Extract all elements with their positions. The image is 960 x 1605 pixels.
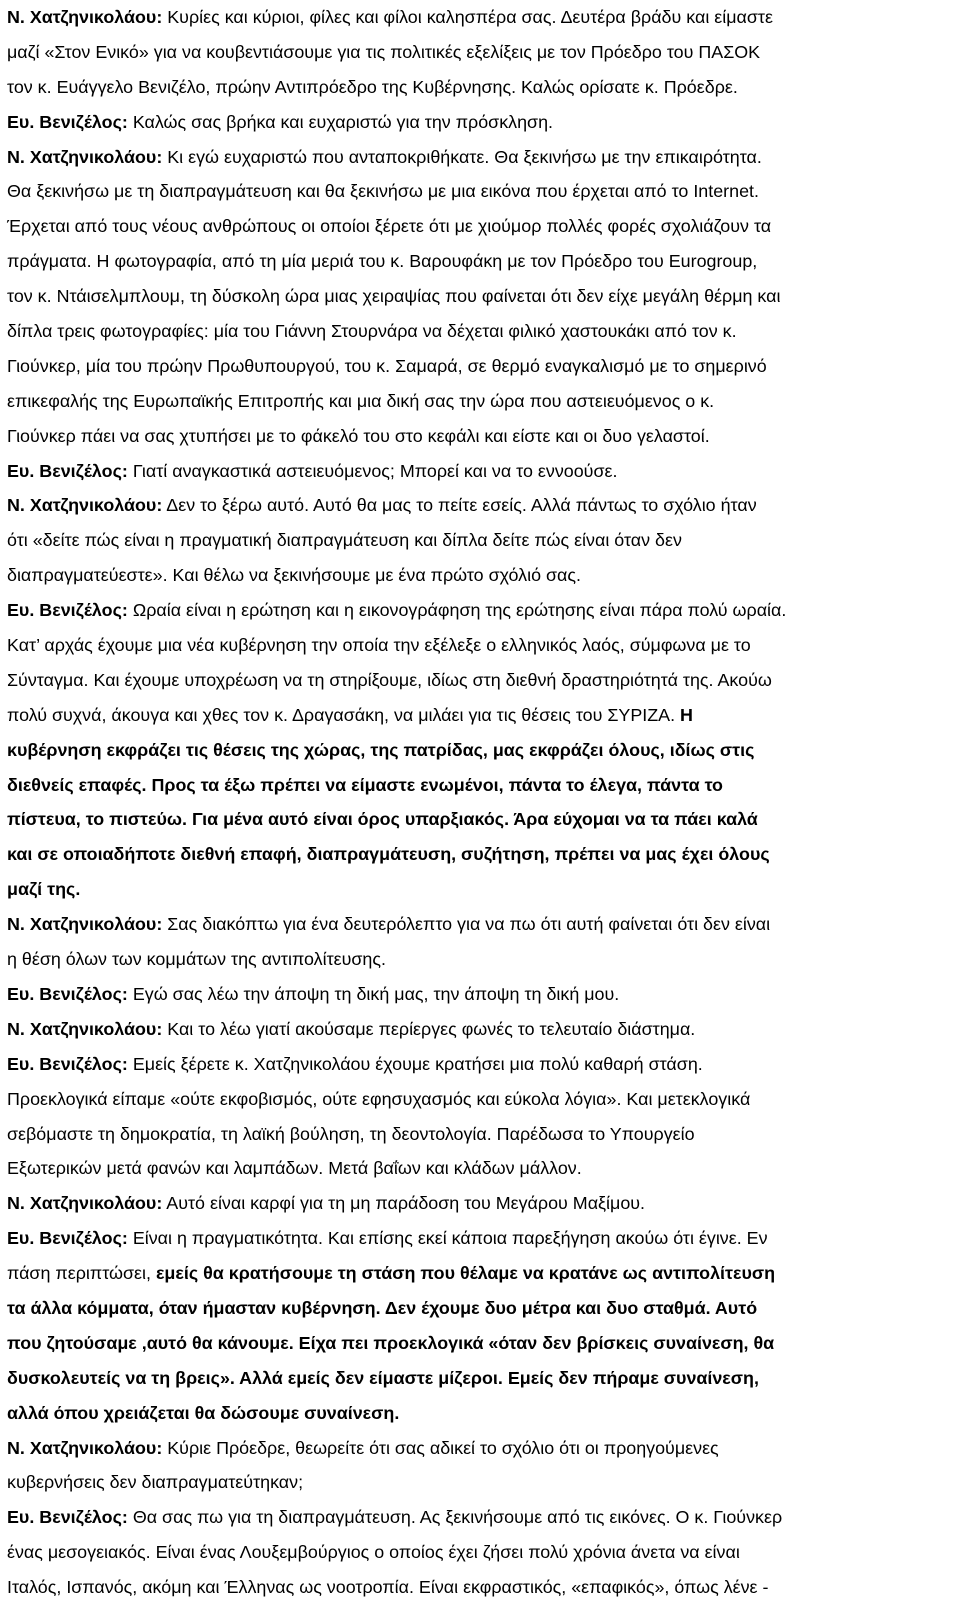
text-run: πράγματα. Η φωτογραφία, από τη μία μεριά του κ. Βαρουφάκη με τον Πρόεδρο του Eurogroup, xyxy=(7,251,758,272)
text-line xyxy=(7,244,947,279)
text-line xyxy=(7,1186,947,1221)
text-line xyxy=(7,0,947,35)
bold-text-run: Ν. Χατζηνικολάου: xyxy=(7,7,163,27)
text-line xyxy=(7,837,947,872)
text-run: Κι εγώ ευχαριστώ που ανταποκριθήκατε. Θα ξεκινήσω με την επικαιρότητα. xyxy=(162,146,762,167)
text-run: διαπραγματεύεστε». Και θέλω να ξεκινήσουμε με ένα πρώτο σχόλιό σας. xyxy=(7,565,581,586)
text-run: η θέση όλων των κομμάτων της αντιπολίτευσης. xyxy=(7,949,386,970)
bold-text-run: Ευ. Βενιζέλος: xyxy=(7,983,128,1004)
bold-text-run: Η xyxy=(680,704,693,725)
text-line xyxy=(7,1326,947,1361)
text-run: Ωραία είναι η ερώτηση και η εικονογράφηση της ερώτησης είναι πάρα πολύ ωραία. xyxy=(127,600,787,621)
text-line xyxy=(7,1291,947,1326)
text-line xyxy=(7,1361,947,1396)
text-run: Κυρίες και κύριοι, φίλες και φίλοι καλησπέρα σας. Δευτέρα βράδυ και είμαστε xyxy=(162,7,773,27)
text-line xyxy=(7,663,947,698)
bold-text-run: Ευ. Βενιζέλος: xyxy=(7,600,128,621)
bold-text-run: Ευ. Βενιζέλος: xyxy=(7,1507,128,1528)
text-run: τον κ. Ευάγγελο Βενιζέλο, πρώην Αντιπρόεδρο της Κυβέρνησης. Καλώς ορίσατε κ. Πρόεδρε. xyxy=(7,76,738,97)
text-run: Γιατί αναγκαστικά αστειευόμενος; Μπορεί και να το εννοούσε. xyxy=(127,460,618,481)
text-line xyxy=(7,628,947,663)
text-run: Κατ’ αρχάς έχουμε μια νέα κυβέρνηση την οποία την εξέλεξε ο ελληνικός λαός, σύμφωνα με το xyxy=(7,635,751,656)
text-line xyxy=(7,1570,947,1605)
bold-text-run: δυσκολευτείς να τη βρεις». Αλλά εμείς δεν είμαστε μίζεροι. Εμείς δεν πήραμε συναίνεση, xyxy=(7,1367,759,1388)
text-run: ότι «δείτε πώς είναι η πραγματική διαπραγμάτευση και δίπλα δείτε πώς είναι όταν δεν xyxy=(7,530,682,551)
text-run: Και το λέω γιατί ακούσαμε περίεργες φωνές το τελευταίο διάστημα. xyxy=(162,1018,696,1039)
text-line xyxy=(7,488,947,523)
text-line xyxy=(7,1117,947,1152)
text-line xyxy=(7,1047,947,1082)
text-line xyxy=(7,733,947,768)
text-run: τον κ. Ντάισελμπλουμ, τη δύσκολη ώρα μιας χειραψίας που φαίνεται ότι δεν είχε μεγάλη θέρμη και xyxy=(7,286,781,307)
text-run: δίπλα τρεις φωτογραφίες: μία του Γιάννη Στουρνάρα να δέχεται φιλικό χαστουκάκι από τον κ. xyxy=(7,321,737,342)
text-run: Δεν το ξέρω αυτό. Αυτό θα μας το πείτε εσείς. Αλλά πάντως το σχόλιο ήταν xyxy=(162,495,757,516)
bold-text-run: τα άλλα κόμματα, όταν ήμασταν κυβέρνηση. Δεν έχουμε δυο μέτρα και δυο σταθμά. Αυτό xyxy=(7,1297,758,1318)
text-run: Σας διακόπτω για ένα δευτερόλεπτο για να πω ότι αυτή φαίνεται ότι δεν είναι xyxy=(162,914,771,935)
text-run: Ιταλός, Ισπανός, ακόμη και Έλληνας ως νοοτροπία. Είναι εκφραστικός, «επαφικός», όπως λένε - xyxy=(7,1577,769,1598)
bold-text-run: Ν. Χατζηνικολάου: xyxy=(7,914,163,935)
bold-text-run: που ζητούσαμε ,αυτό θα κάνουμε. Είχα πει προεκλογικά «όταν δεν βρίσκεις συναίνεση, θα xyxy=(7,1332,775,1353)
text-run: Γιούνκερ, μία του πρώην Πρωθυπουργού, του κ. Σαμαρά, σε θερμό εναγκαλισμό με το σημερινό xyxy=(7,355,767,376)
text-line xyxy=(7,768,947,803)
bold-text-run: και σε οποιαδήποτε διεθνή επαφή, διαπραγμάτευση, συζήτηση, πρέπει να μας έχει όλους xyxy=(7,844,770,865)
text-line xyxy=(7,942,947,977)
text-line xyxy=(7,593,947,628)
text-line xyxy=(7,558,947,593)
text-line xyxy=(7,977,947,1012)
text-run: Προεκλογικά είπαμε «ούτε εκφοβισμός, ούτε εφησυχασμός και εύκολα λόγια». Και μετεκλογικά xyxy=(7,1088,751,1109)
bold-text-run: πίστευα, το πιστεύω. Για μένα αυτό είναι όρος υπαρξιακός. Άρα εύχομαι να τα πάει καλά xyxy=(7,809,758,830)
bold-text-run: Ευ. Βενιζέλος: xyxy=(7,460,128,481)
text-line xyxy=(7,349,947,384)
text-line xyxy=(7,105,947,140)
text-line xyxy=(7,140,947,175)
text-run: Σύνταγμα. Και έχουμε υποχρέωση να τη στηρίξουμε, ιδίως στη διεθνή δραστηριότητά της. Ακούω xyxy=(7,669,772,690)
document-page xyxy=(7,0,947,1605)
text-line xyxy=(7,1012,947,1047)
text-line xyxy=(7,1221,947,1256)
text-line xyxy=(7,698,947,733)
bold-text-run: κυβέρνηση εκφράζει τις θέσεις της χώρας, της πατρίδας, μας εκφράζει όλους, ιδίως στις xyxy=(7,739,755,760)
text-line xyxy=(7,70,947,105)
text-line xyxy=(7,1082,947,1117)
text-run: Έρχεται από τους νέους ανθρώπους οι οποίοι ξέρετε ότι με χιούμορ πολλές φορές σχολιάζουν τα xyxy=(7,216,772,237)
text-line xyxy=(7,279,947,314)
text-run: Γιούνκερ πάει να σας χτυπήσει με το φάκελό του στο κεφάλι και είστε και οι δυο γελαστοί. xyxy=(7,425,710,446)
bold-text-run: Ν. Χατζηνικολάου: xyxy=(7,1018,163,1039)
bold-text-run: Ν. Χατζηνικολάου: xyxy=(7,495,163,516)
bold-text-run: Ευ. Βενιζέλος: xyxy=(7,1228,128,1249)
text-line xyxy=(7,1151,947,1186)
text-line xyxy=(7,802,947,837)
text-line xyxy=(7,174,947,209)
text-line xyxy=(7,419,947,454)
text-line xyxy=(7,314,947,349)
text-line xyxy=(7,1535,947,1570)
text-run: σεβόμαστε τη δημοκρατία, τη λαϊκή βούληση, τη δεοντολογία. Παρέδωσα το Υπουργείο xyxy=(7,1123,695,1144)
text-line xyxy=(7,907,947,942)
bold-text-run: Ν. Χατζηνικολάου: xyxy=(7,1437,163,1458)
bold-text-run: Ευ. Βενιζέλος: xyxy=(7,111,128,132)
bold-text-run: Ν. Χατζηνικολάου: xyxy=(7,146,163,167)
text-run: πολύ συχνά, άκουγα και χθες τον κ. Δραγασάκη, να μιλάει για τις θέσεις του ΣΥΡΙΖΑ. xyxy=(7,704,681,725)
text-line xyxy=(7,1396,947,1431)
text-line xyxy=(7,1465,947,1500)
bold-text-run: αλλά όπου χρειάζεται θα δώσουμε συναίνεση. xyxy=(7,1402,400,1423)
text-run: Κύριε Πρόεδρε, θεωρείτε ότι σας αδικεί το σχόλιο ότι οι προηγούμενες xyxy=(162,1437,719,1458)
text-run: πάση περιπτώσει, xyxy=(7,1263,156,1284)
text-line xyxy=(7,523,947,558)
text-line xyxy=(7,384,947,419)
text-run: Εγώ σας λέω την άποψη τη δική μας, την άποψη τη δική μου. xyxy=(127,983,620,1004)
text-line xyxy=(7,1431,947,1466)
bold-text-run: διεθνείς επαφές. Προς τα έξω πρέπει να είμαστε ενωμένοι, πάντα το έλεγα, πάντα το xyxy=(7,774,723,795)
text-run: Θα ξεκινήσω με τη διαπραγμάτευση και θα ξεκινήσω με μια εικόνα που έρχεται από το Internet. xyxy=(7,181,759,202)
text-run: κυβερνήσεις δεν διαπραγματεύτηκαν; xyxy=(7,1472,304,1493)
text-run: Θα σας πω για τη διαπραγμάτευση. Ας ξεκινήσουμε από τις εικόνες. Ο κ. Γιούνκερ xyxy=(127,1507,783,1528)
bold-text-run: εμείς θα κρατήσουμε τη στάση που θέλαμε να κρατάνε ως αντιπολίτευση xyxy=(155,1263,776,1284)
text-line xyxy=(7,1500,947,1535)
text-line xyxy=(7,1256,947,1291)
bold-text-run: μαζί της. xyxy=(7,879,81,900)
text-run: Καλώς σας βρήκα και ευχαριστώ για την πρόσκληση. xyxy=(127,111,554,132)
bold-text-run: Ν. Χατζηνικολάου: xyxy=(7,1193,163,1214)
text-run: μαζί «Στον Ενικό» για να κουβεντιάσουμε για τις πολιτικές εξελίξεις με τον Πρόεδρο του ΠΑΣΟΚ xyxy=(7,41,761,62)
text-run: Εξωτερικών μετά φανών και λαμπάδων. Μετά βαΐων και κλάδων μάλλον. xyxy=(7,1158,582,1179)
text-run: Εμείς ξέρετε κ. Χατζηνικολάου έχουμε κρατήσει μια πολύ καθαρή στάση. xyxy=(127,1053,703,1074)
text-line xyxy=(7,872,947,907)
text-run: επικεφαλής της Ευρωπαϊκής Επιτροπής και μια δική σας την ώρα που αστειευόμενος ο κ. xyxy=(7,390,715,411)
text-run: ένας μεσογειακός. Είναι ένας Λουξεμβούργιος ο οποίος έχει ζήσει πολύ χρόνια άνετα να είναι xyxy=(7,1542,740,1563)
text-line xyxy=(7,35,947,70)
text-line xyxy=(7,209,947,244)
text-run: Αυτό είναι καρφί για τη μη παράδοση του Μεγάρου Μαξίμου. xyxy=(162,1193,646,1214)
text-line xyxy=(7,454,947,489)
text-run: Είναι η πραγματικότητα. Και επίσης εκεί κάποια παρεξήγηση ακούω ότι έγινε. Εν xyxy=(127,1228,768,1249)
bold-text-run: Ευ. Βενιζέλος: xyxy=(7,1053,128,1074)
